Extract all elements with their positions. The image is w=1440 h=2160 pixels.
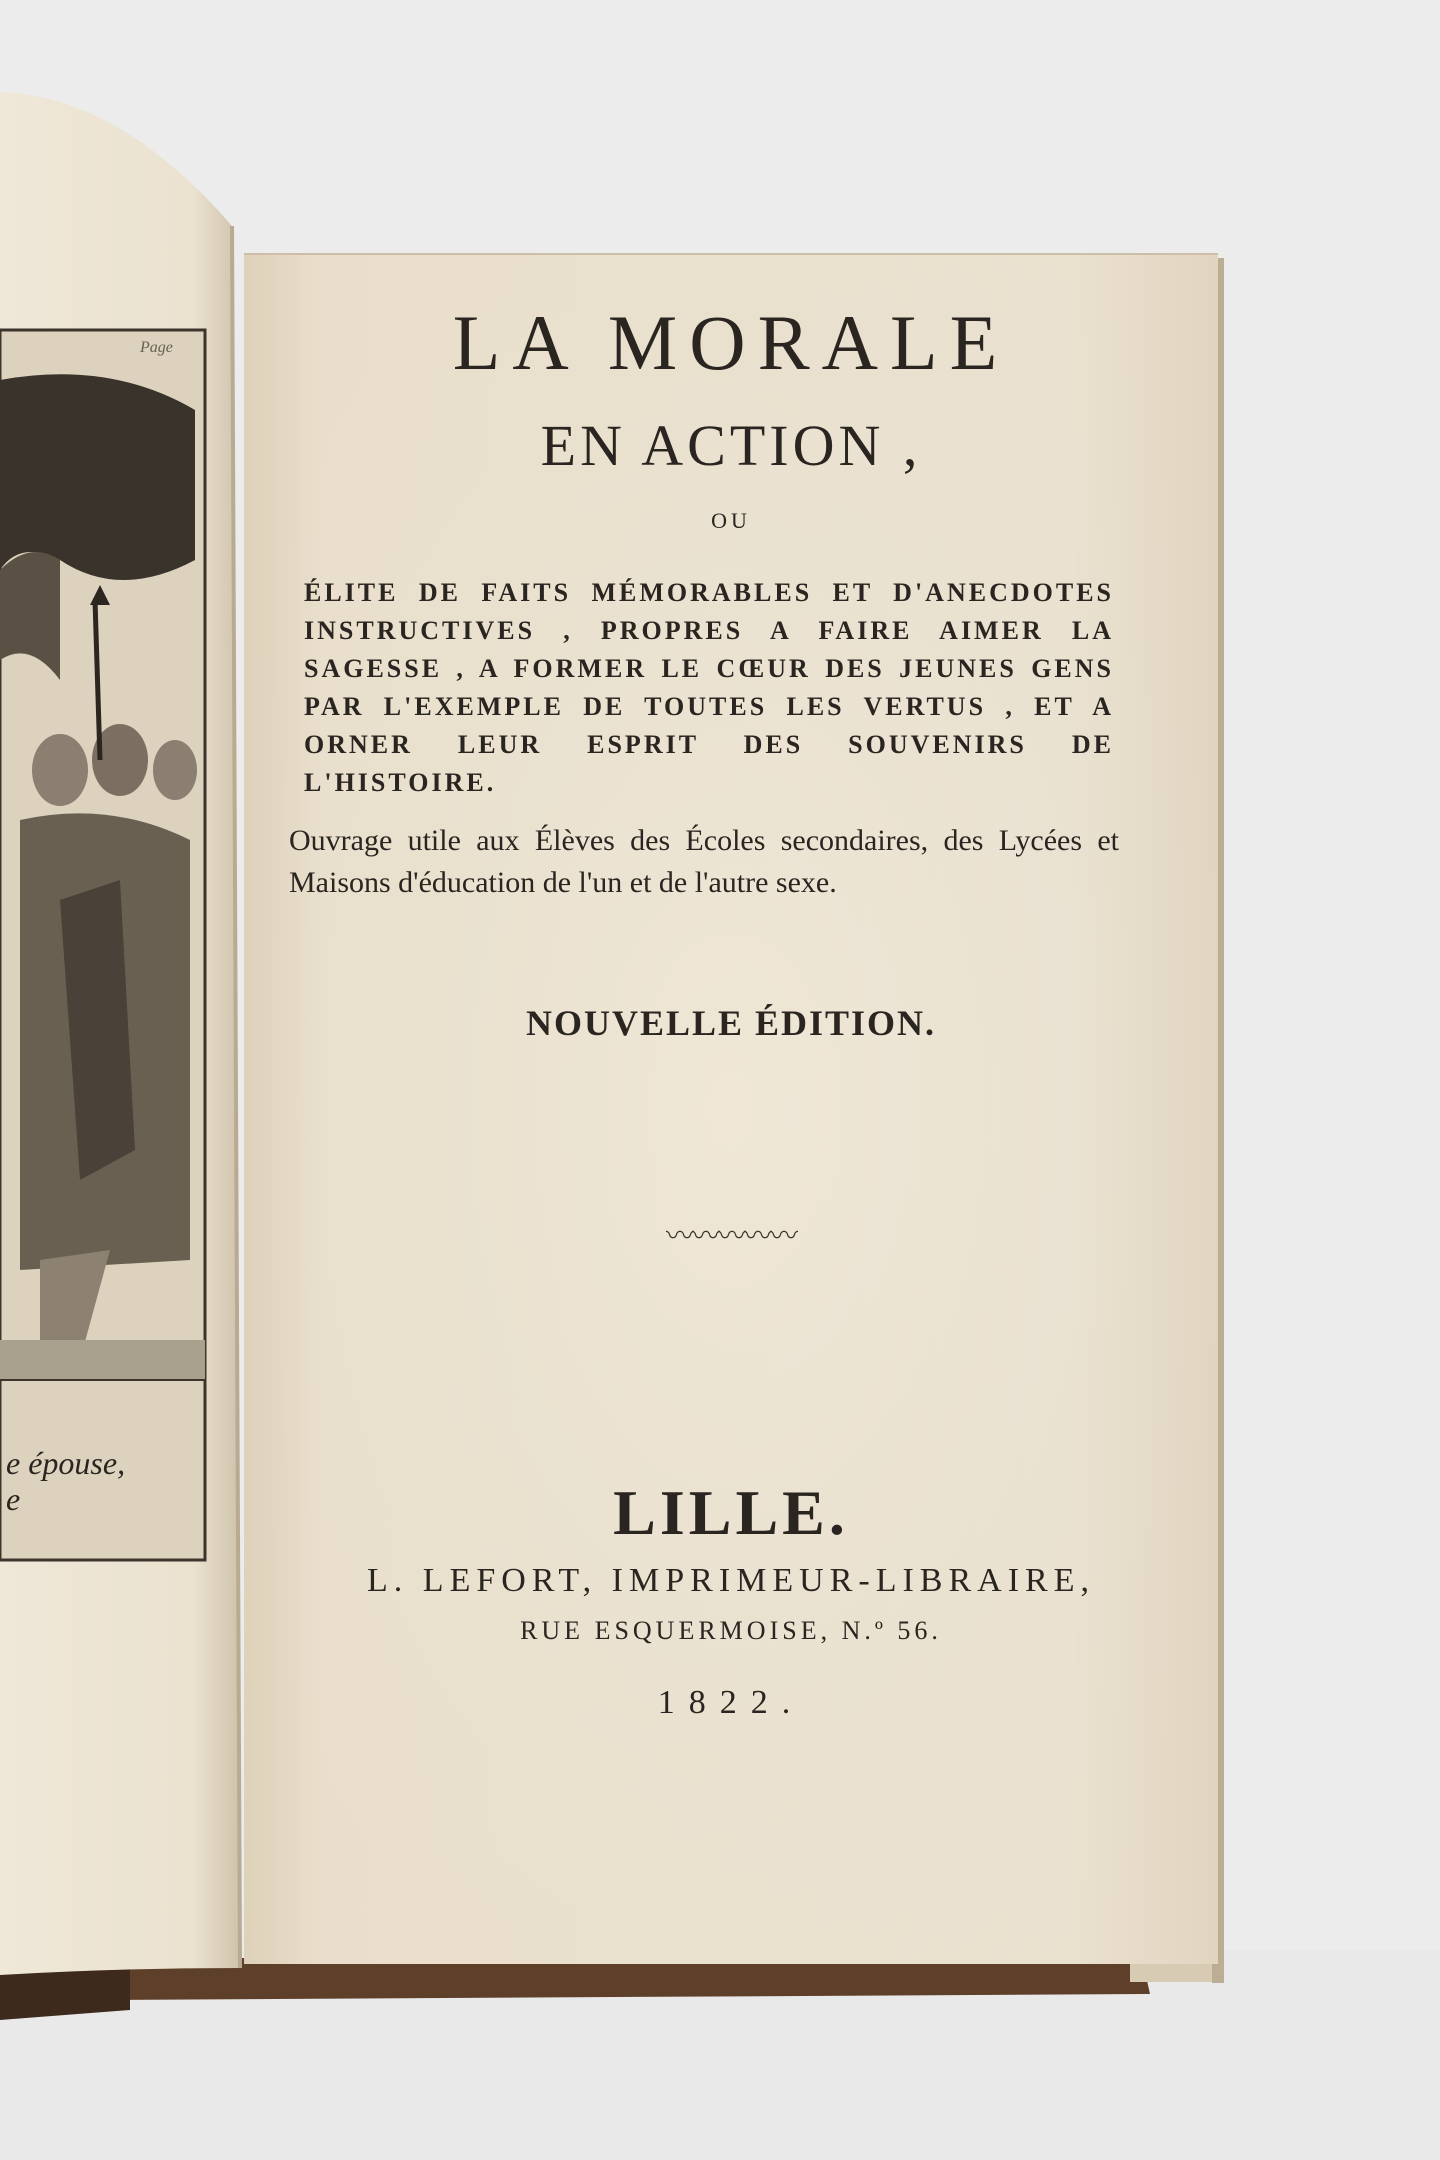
imprint-publisher: L. LEFORT, IMPRIMEUR-LIBRAIRE, [367, 1562, 1095, 1599]
ornament-rule: 〰〰〰〰〰 [665, 1221, 796, 1252]
book-title: LA MORALE [452, 299, 1010, 386]
edition-label: NOUVELLE ÉDITION. [525, 1003, 937, 1043]
conjunction-ou: OU [711, 508, 751, 533]
svg-text:e: e [6, 1481, 21, 1517]
frontispiece-engraving [0, 330, 205, 1560]
imprint-year: 1822. [657, 1684, 805, 1721]
title-page-text [244, 254, 1218, 1964]
imprint-address: RUE ESQUERMOISE, N.º 56. [520, 1616, 942, 1645]
plate-mark: Page [140, 339, 173, 356]
book-cover-edge [95, 1958, 1150, 2000]
audience-note: Ouvrage utile aux Élèves des Écoles secondaires, des Lycées et Maisons d'éducation de l'un et de l'autre sexe. [289, 824, 1119, 899]
imprint-city: LILLE. [613, 1477, 849, 1548]
book-subtitle: EN ACTION , [540, 413, 922, 478]
book-description: ÉLITE DE FAITS MÉMORABLES ET D'ANECDOTES INSTRUCTIVES , PROPRES A FAIRE AIMER LA SAGESSE , A FORMER LE CŒUR DES JEUNES GENS PAR L'EXEMPLE DE TOUTES LES VERTUS , ET A ORNER LEUR ESPRIT DES SOUVENIRS DE L'HISTOIRE. [304, 578, 1114, 797]
frontispiece-caption: e épouse, [6, 1445, 126, 1481]
